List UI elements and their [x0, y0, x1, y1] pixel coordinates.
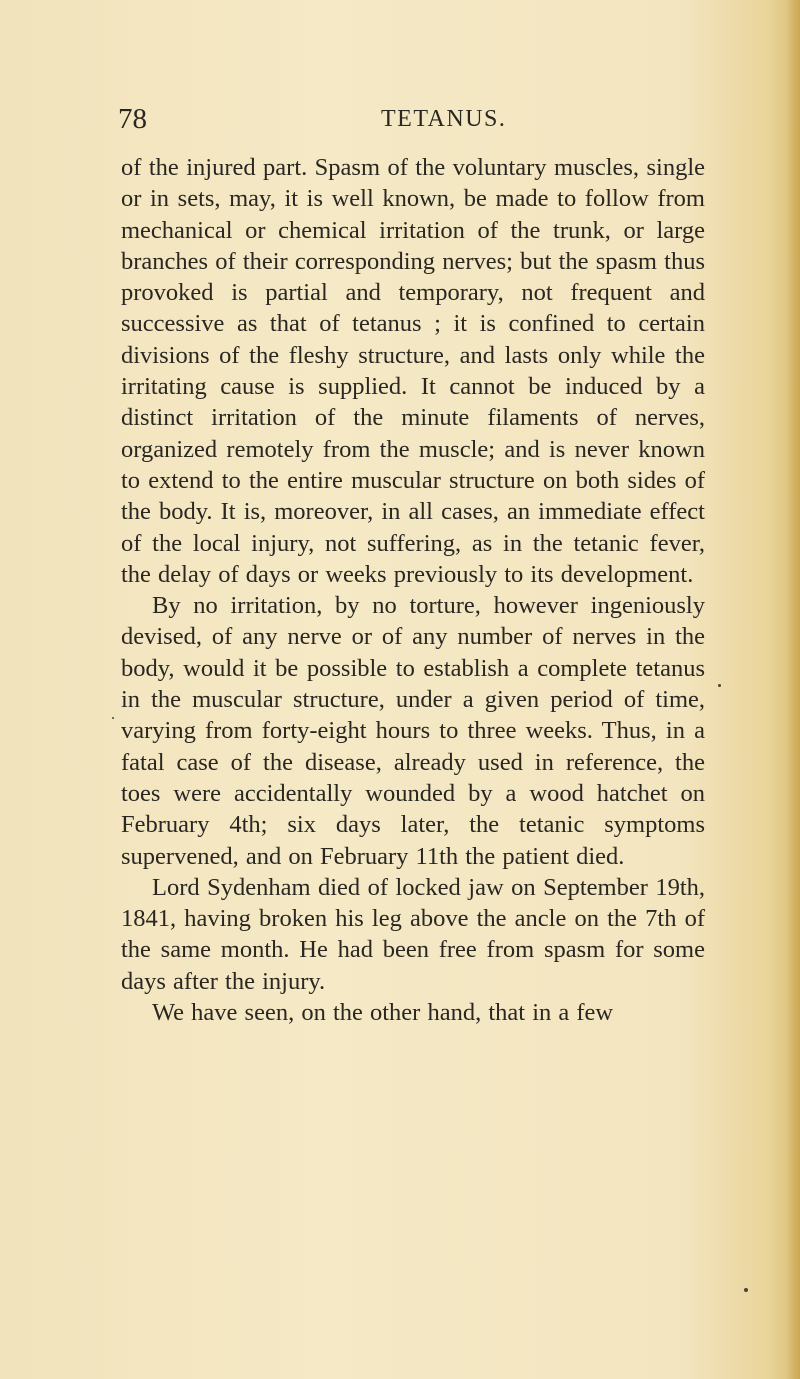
paragraph-3: Lord Sydenham died of locked jaw on September 19th, 1841, having broken his leg above the ancle on the 7th of the same month. He had been free from spasm for some days after the injury. [121, 873, 705, 995]
page-edge-shadow [786, 0, 800, 1379]
page-number: 78 [118, 103, 147, 135]
ink-speck [112, 717, 114, 719]
page-header [118, 102, 718, 136]
running-title: TETANUS. [381, 106, 507, 132]
paragraph-4: We have seen, on the other hand, that in a few [152, 999, 614, 1027]
paragraph-1: of the injured part. Spasm of the voluntary muscles, single or in sets, may, it is well known, be made to follow from mechanical or chemical irritation of the trunk, or large branches of their corresponding nerves; but the spasm thus provoked is partial and temporary, not frequent and successive as that of tetanus ; it is confined to certain divisions of the fleshy structure, and lasts only while the irritating cause is supplied. It cannot be induced by a distinct irritation of the minute filaments of nerves, organized remotely from the muscle; and is never known to extend to the entire muscular structure on both sides of the body. It is, moreover, in all cases, an immediate effect of the local injury, not suffering, as in the tetanic fever, the delay of days or weeks previously to its development. [121, 154, 705, 588]
body-text [121, 152, 705, 1028]
ink-speck [718, 684, 721, 687]
paragraph-2: By no irritation, by no torture, however ingeniously devised, of any nerve or of any number of nerves in the body, would it be possible to establish a complete tetanus in the muscular structure, under a given period of time, varying from forty-eight hours to three weeks. Thus, in a fatal case of the disease, already used in reference, the toes were accidentally wounded by a wood hatchet on February 4th; six days later, the tetanic symptoms supervened, and on February 11th the patient died. [121, 592, 705, 870]
ink-speck [744, 1288, 748, 1292]
